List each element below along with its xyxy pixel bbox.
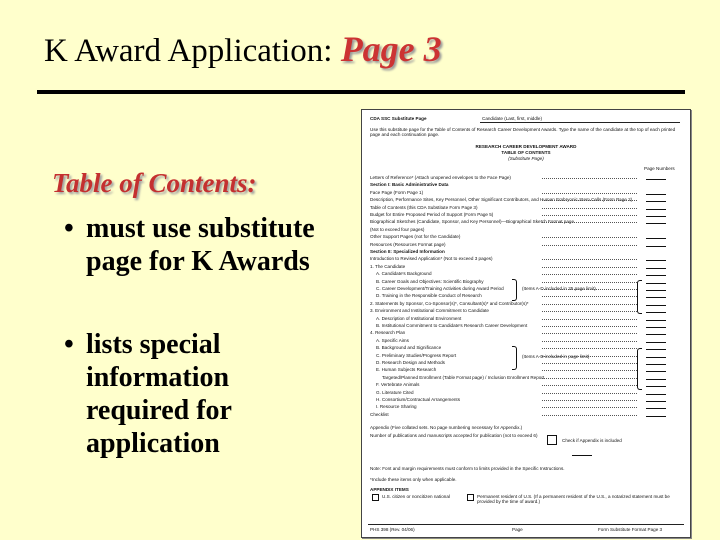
form-page-blank xyxy=(646,394,666,395)
form-row-label: C. Preliminary Studies/Progress Report xyxy=(376,352,457,358)
form-dot-leader xyxy=(542,319,637,320)
form-check-appendix: Check if Appendix is included xyxy=(562,438,622,443)
form-page-blank xyxy=(646,305,666,306)
form-brace xyxy=(512,346,517,370)
form-header-line xyxy=(480,122,680,123)
form-dot-leader xyxy=(542,385,637,386)
form-page-numbers-label: Page Numbers xyxy=(644,166,675,171)
form-row-label: Introduction to Revised Application* (Not to exceed 3 pages) xyxy=(370,256,493,262)
form-dot-leader xyxy=(542,289,637,290)
form-row-label: Other Support Pages (not for the Candidate) xyxy=(370,234,461,240)
form-row-label: Appendix (Five collated sets. No page numbering necessary for Appendix.) xyxy=(370,425,523,431)
slide-title xyxy=(44,28,442,70)
form-dot-leader xyxy=(542,208,637,209)
bullet-item xyxy=(64,212,324,278)
form-row-label: E. Human Subjects Research xyxy=(376,367,437,373)
form-dot-leader xyxy=(542,400,637,401)
form-instruction: Use this substitute page for the Table of Contents of Research Career Development Awards. Type the name of the candidate at the top of each printed page and each continuation page. xyxy=(370,127,676,137)
form-dot-leader xyxy=(542,407,637,408)
bullet-text: lists special information required for application xyxy=(86,329,232,459)
form-page-blank xyxy=(646,238,666,239)
form-page-blank xyxy=(646,283,666,284)
form-appendix-label: APPENDIX ITEMS xyxy=(370,487,409,492)
form-row-label: Section II: Specialized Information xyxy=(370,249,445,254)
bullet-item xyxy=(64,328,324,460)
form-row-label: I. Resource Sharing xyxy=(376,404,417,410)
bullet-text: must use substitute page for K Awards xyxy=(86,213,315,277)
form-row-label: H. Consortium/Contractual Arrangements xyxy=(376,397,460,402)
form-dot-leader xyxy=(542,415,637,416)
form-page-blank xyxy=(646,246,666,247)
form-page-blank xyxy=(646,275,666,276)
form-footer-center: Page xyxy=(512,527,523,532)
form-page-blank xyxy=(646,312,666,313)
form-row-label: (Not to exceed four pages) xyxy=(370,226,425,232)
form-page-blank xyxy=(646,349,666,350)
form-header-right: Candidate (Last, first, middle) xyxy=(482,116,542,121)
form-page-blank xyxy=(646,371,666,372)
form-row-label: B. Institutional Commitment to Candidate's Research Career Development xyxy=(376,323,528,328)
form-dot-leader xyxy=(542,215,637,216)
form-dot-leader xyxy=(542,370,637,371)
form-row-label: Biographical Sketches (Candidate, Sponsor, and Key Personnel)—Biographical Sketch Format page xyxy=(370,219,575,225)
form-row-label: Face Page (Form Page 1) xyxy=(370,189,424,195)
form-row-label: G. Literature Cited xyxy=(376,389,414,395)
toc-heading: Table of Contents: xyxy=(52,168,257,198)
form-page-blank xyxy=(646,379,666,380)
form-dot-leader xyxy=(542,378,637,379)
bullet-icon: • xyxy=(64,329,74,360)
form-dot-leader xyxy=(542,311,637,312)
form-page-blank xyxy=(646,386,666,387)
form-row-label: A. Candidate's Background xyxy=(376,271,432,277)
form-page-blank xyxy=(646,408,666,409)
form-page-blank xyxy=(646,320,666,321)
form-row-label: D. Training in the Responsible Conduct of Research xyxy=(376,293,482,299)
form-brace xyxy=(512,279,517,301)
form-footer-line xyxy=(368,524,684,525)
form-side-note-2: (Items A-D included in page limit) xyxy=(522,354,590,359)
form-dot-leader xyxy=(542,259,637,260)
citizen-checkbox xyxy=(372,494,379,501)
form-page-blank xyxy=(646,401,666,402)
form-dot-leader xyxy=(542,237,637,238)
form-row-label: Letters of Reference* (Attach unopened envelopes to the Face Page) xyxy=(370,175,511,180)
form-header-left: CDA SSC Substitute Page xyxy=(370,116,427,121)
form-dot-leader xyxy=(542,341,637,342)
form-title-2: TABLE OF CONTENTS xyxy=(501,150,551,155)
form-page-image xyxy=(361,109,691,538)
form-blank xyxy=(572,455,592,456)
form-row-label: B. Background and Significance xyxy=(376,345,442,351)
form-checkbox-2: Permanent resident of U.S. (If a permanent resident of the U.S., a notarized statement must be provided by the time of award.) xyxy=(477,494,670,504)
slide-title-page: Page 3 xyxy=(340,29,442,69)
form-page-blank xyxy=(646,364,666,365)
form-dot-leader xyxy=(542,296,637,297)
form-dot-leader xyxy=(542,356,637,357)
form-row-label: Table of Contents (this CDA Substitute Form Page 3) xyxy=(370,204,478,210)
form-page-blank xyxy=(646,342,666,343)
form-dot-leader xyxy=(542,326,637,327)
appendix-checkbox xyxy=(547,435,557,445)
form-page-blank xyxy=(646,209,666,210)
form-dot-leader xyxy=(542,274,637,275)
form-dot-leader xyxy=(542,245,637,246)
form-dot-leader xyxy=(542,348,637,349)
form-side-note-1: (Items A-D included in 25 page limit) xyxy=(522,286,596,291)
form-dot-leader xyxy=(542,178,637,179)
form-dot-leader xyxy=(542,304,637,305)
bullet-icon: • xyxy=(64,213,74,244)
form-row-label: C. Career Development/Training Activities during Award Period xyxy=(376,286,504,291)
form-title-3: (Substitute Page) xyxy=(508,156,544,161)
form-page-blank xyxy=(646,416,666,417)
form-page-blank xyxy=(646,223,666,224)
form-brace xyxy=(637,280,642,314)
form-dot-leader xyxy=(542,393,637,394)
form-page-blank xyxy=(646,194,666,195)
form-row-label: Checklist xyxy=(370,411,389,417)
form-page-blank xyxy=(646,357,666,358)
form-page-blank xyxy=(646,179,666,180)
slide-title-main: K Award Application: xyxy=(44,33,341,69)
form-row-label: Section I: Basic Administrative Data xyxy=(370,182,449,188)
form-row-label: Targeted/Planned Enrollment (Table Format page) / Inclusion Enrollment Report xyxy=(382,374,545,380)
form-row-label: 2. Statements by Sponsor, Co-Sponsor(s)*, Consultant(s)* and Contributor(s)* xyxy=(370,300,529,306)
form-brace xyxy=(637,348,642,390)
form-footer-left: PHS 398 (Rev. 04/06) xyxy=(370,527,415,532)
form-page-blank xyxy=(646,201,666,202)
form-page-blank xyxy=(646,334,666,335)
form-row-label: 3. Environment and Institutional Commitment to Candidate xyxy=(370,308,489,314)
form-include-note: *Include these items only when applicable. xyxy=(370,477,457,482)
form-dot-leader xyxy=(542,267,637,268)
form-dot-leader xyxy=(542,282,637,283)
form-row-label: 1. The Candidate xyxy=(370,263,406,269)
form-page-blank xyxy=(646,260,666,261)
form-dot-leader xyxy=(542,363,637,364)
form-row-label: 4. Research Plan xyxy=(370,330,406,336)
form-dot-leader xyxy=(542,200,637,201)
form-row-label: Number of publications and manuscripts accepted for publication (not to exceed 6) xyxy=(370,432,538,438)
resident-checkbox xyxy=(467,494,474,501)
title-divider xyxy=(37,90,685,94)
form-page-blank xyxy=(646,327,666,328)
form-row-label: B. Career Goals and Objectives: Scientific Biography xyxy=(376,278,484,284)
form-page-blank xyxy=(646,290,666,291)
form-dot-leader xyxy=(542,222,637,223)
form-page-blank xyxy=(646,297,666,298)
form-row-label: Description, Performance Sites, Key Personnel, Other Significant Contributors, and Human Embryonic Stem Cells (Form Page 2) xyxy=(370,197,633,203)
form-title-1: RESEARCH CAREER DEVELOPMENT AWARD xyxy=(475,144,577,149)
form-dot-leader xyxy=(542,333,637,334)
form-row-label: Resources (Resources Format page) xyxy=(370,241,446,247)
form-note: Note: Font and margin requirements must conform to limits provided in the Specific Instructions. xyxy=(370,466,565,471)
form-row-label: A. Specific Aims xyxy=(376,337,409,343)
form-checkbox-1: U.S. citizen or noncitizen national xyxy=(382,494,450,499)
form-page-blank xyxy=(646,268,666,269)
form-dot-leader xyxy=(542,193,637,194)
form-row-label: Budget for Entire Proposed Period of Support (Form Page 5) xyxy=(370,212,494,217)
form-page-blank xyxy=(646,216,666,217)
form-footer-right: Form Substitute Format Page 3 xyxy=(598,527,663,532)
form-row-label: D. Research Design and Methods xyxy=(376,360,445,365)
form-row-label: A. Description of Institutional Environment xyxy=(376,315,462,321)
form-row-label: F. Vertebrate Animals xyxy=(376,382,420,388)
